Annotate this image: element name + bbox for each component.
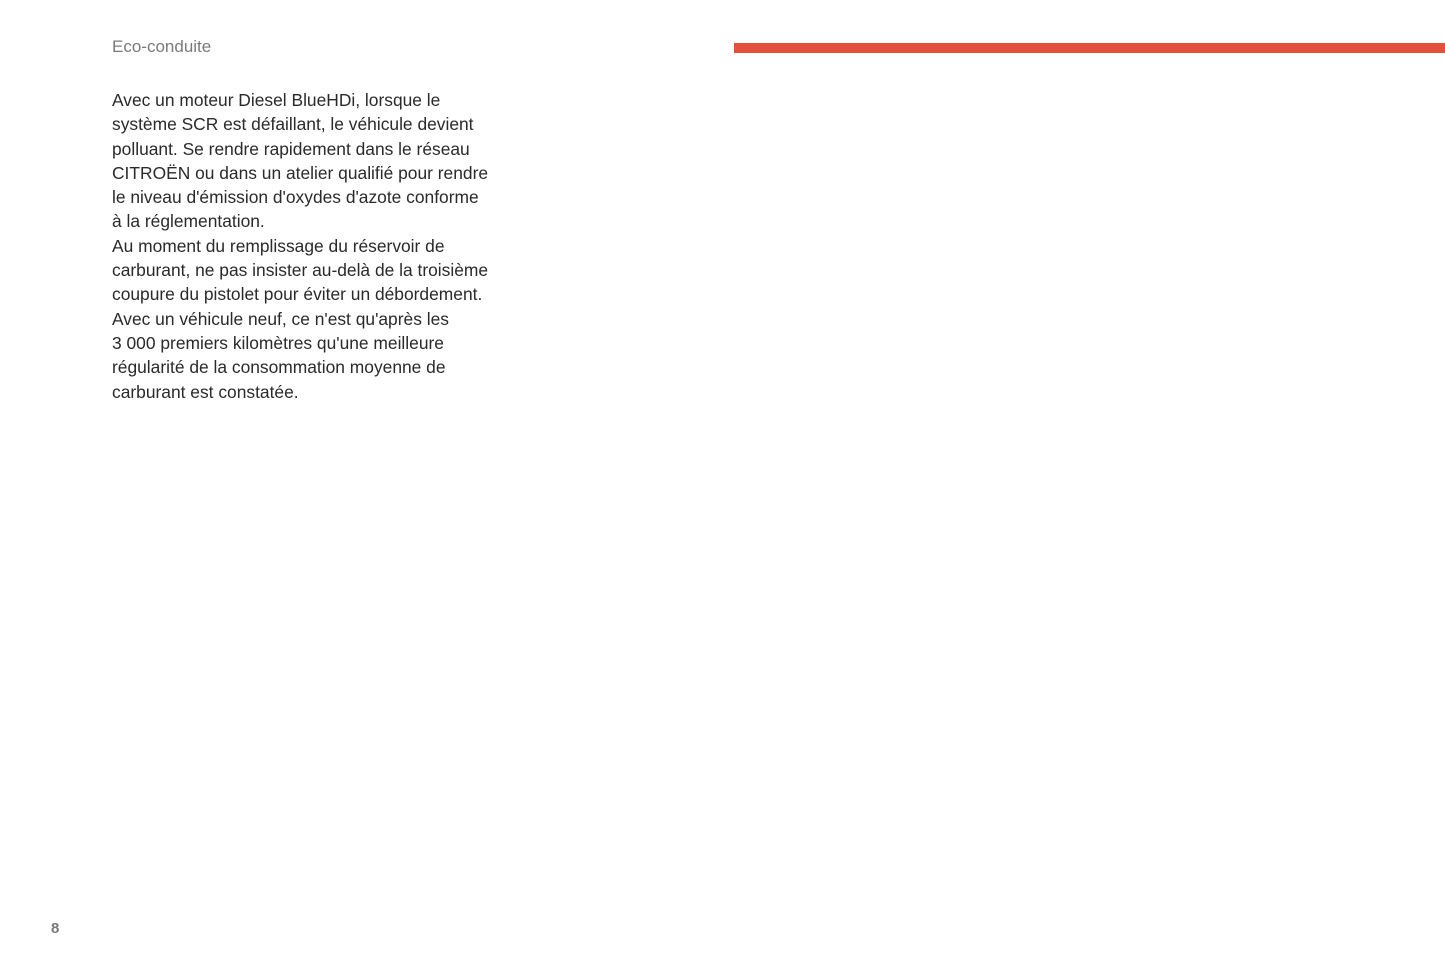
text-line: coupure du pistolet pour éviter un débordement. bbox=[112, 284, 483, 305]
text-line: Avec un véhicule neuf, ce n'est qu'après les bbox=[112, 308, 449, 329]
text-line: système SCR est défaillant, le véhicule devient bbox=[112, 114, 474, 135]
text-line: régularité de la consommation moyenne de bbox=[112, 357, 446, 378]
section-title: Eco-conduite bbox=[112, 37, 212, 56]
text-line: le niveau d'émission d'oxydes d'azote conforme bbox=[112, 187, 479, 208]
text-line: polluant. Se rendre rapidement dans le réseau bbox=[112, 138, 470, 159]
text-line: 3 000 premiers kilomètres qu'une meilleure bbox=[112, 332, 444, 353]
text-line: Au moment du remplissage du réservoir de bbox=[112, 235, 445, 256]
text-line: Avec un moteur Diesel BlueHDi, lorsque le bbox=[112, 90, 441, 110]
page-number: 8 bbox=[51, 920, 60, 937]
body-text bbox=[112, 88, 532, 404]
text-line: CITROËN ou dans un atelier qualifié pour rendre bbox=[112, 162, 489, 183]
text-line: carburant est constatée. bbox=[112, 381, 299, 402]
accent-bar bbox=[734, 43, 1445, 53]
text-line: à la réglementation. bbox=[112, 211, 265, 232]
text-line: carburant, ne pas insister au-delà de la troisième bbox=[112, 260, 489, 281]
